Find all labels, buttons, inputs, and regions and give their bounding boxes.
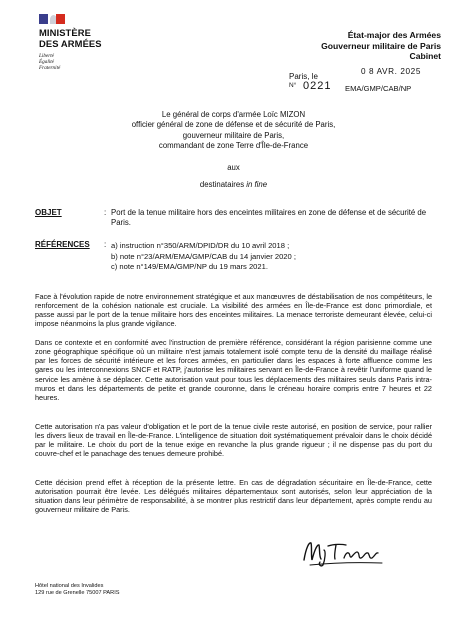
body-paragraph: Dans ce contexte et en conformité avec l'instruction de première référence, considérant la région parisienne comme une zone géographique spécifique où un militaire n'est jamais totalement isolé compte tenu de la densité du maillage réalisé par les forces de sécurité intérieure et les forces armées, en particulier dans les espaces à forte affluence comme les gares ou les interconnexions SNCF et RATP, j'autorise les militaires servant en Île-de-France à revêtir l'uniforme quand le service les amène à se déplacer. Cette autorisation vaut pour tous les déplacements des militaires seuls dans Paris intra-muros et dans les départements de petite et grande couronne, dans le créneau horaire compris entre 7 heures et 22 heures. xyxy=(35,338,432,402)
reference-item: b) note n°23/ARM/EMA/GMP/CAB du 14 janvier 2020 ; xyxy=(111,251,296,261)
footer-line: Hôtel national des Invalides xyxy=(35,583,104,589)
motto-line: Liberté xyxy=(39,53,54,59)
marianne-logo-icon xyxy=(39,14,65,24)
motto-line: Fraternité xyxy=(39,65,61,72)
recipients-suffix: in fine xyxy=(246,180,268,189)
reference-code: EMA/GMP/CAB/NP xyxy=(345,84,412,93)
ministry-name xyxy=(39,27,102,49)
body-paragraph: Cette décision prend effet à réception de la présente lettre. En cas de dégradation sécuritaire en Île-de-France, cette autorisation pourrait être levée. Les délégués militaires départementaux sont autorisés, selon leur appréciation de la situation dans leur périmètre de responsabilité, à se montrer plus restrictif dans leur département, après compte rendu au gouverneur militaire de Paris. xyxy=(35,478,432,515)
recipients-line xyxy=(0,180,467,189)
references-list xyxy=(111,241,296,273)
issuing-authority xyxy=(321,30,441,62)
body-paragraph: Cette autorisation n'a pas valeur d'obligation et le port de la tenue civile reste autorisé, en position de service, pour rallier les divers lieux de travail en Île-de-France. L'intelligence de situation doit systématiquement prévaloir dans le choix décidé par le militaire. Le choix du port de la tenue exige en revanche la plus grande rigueur ; il ne dispense pas du port du couvre-chef et le panachage des tenues demeure prohibé. xyxy=(35,422,432,459)
author-line: Le général de corps d'armée Loïc MIZON xyxy=(161,110,306,119)
author-block xyxy=(0,110,467,152)
number-label: N° xyxy=(289,82,297,89)
footer-address xyxy=(35,583,119,597)
objet-label: OBJET xyxy=(35,208,62,217)
ministry-line: MINISTÈRE xyxy=(39,27,91,38)
objet-colon: : xyxy=(104,208,107,217)
document-number: 0221 xyxy=(303,80,332,92)
author-line: commandant de zone Terre d'Île-de-France xyxy=(158,141,309,151)
ministry-line: DES ARMÉES xyxy=(39,38,102,49)
author-line: officier général de zone de défense et de sécurité de Paris, xyxy=(131,120,336,130)
republic-motto xyxy=(39,53,60,72)
references-colon: : xyxy=(104,240,107,249)
authority-line: Cabinet xyxy=(409,51,441,62)
date-prefix: Paris, le xyxy=(289,72,318,81)
signature-image xyxy=(300,534,390,568)
date-stamp: 0 8 AVR. 2025 xyxy=(361,67,421,76)
recipients-text: destinataires xyxy=(199,180,245,189)
aux-word: aux xyxy=(227,163,240,172)
authority-line: État-major des Armées xyxy=(347,30,441,40)
reference-item: c) note n°149/EMA/GMP/NP du 19 mars 2021. xyxy=(111,262,268,272)
authority-line: Gouverneur militaire de Paris xyxy=(321,40,441,51)
body-paragraph: Face à l'évolution rapide de notre environnement stratégique et aux manœuvres de déstabilisation de nos compétiteurs, le renforcement de la cohésion nationale est cruciale. La visibilité des armées en Île-de-France est donc primordiale, et passe aussi par le port de la tenue militaire hors des enceintes militaires. La menace terroriste demeurant élevée, celui-ci impose néanmoins la plus grande vigilance. xyxy=(35,292,432,329)
reference-item: a) instruction n°350/ARM/DPID/DR du 10 avril 2018 ; xyxy=(111,241,290,250)
footer-line: 129 rue de Grenelle 75007 PARIS xyxy=(35,590,120,596)
motto-line: Égalité xyxy=(39,59,54,66)
references-label: RÉFÉRENCES xyxy=(35,240,90,249)
author-line: gouverneur militaire de Paris, xyxy=(182,130,285,140)
objet-text: Port de la tenue militaire hors des enceintes militaires en zone de défense et de sécurité de Paris. xyxy=(111,208,427,228)
